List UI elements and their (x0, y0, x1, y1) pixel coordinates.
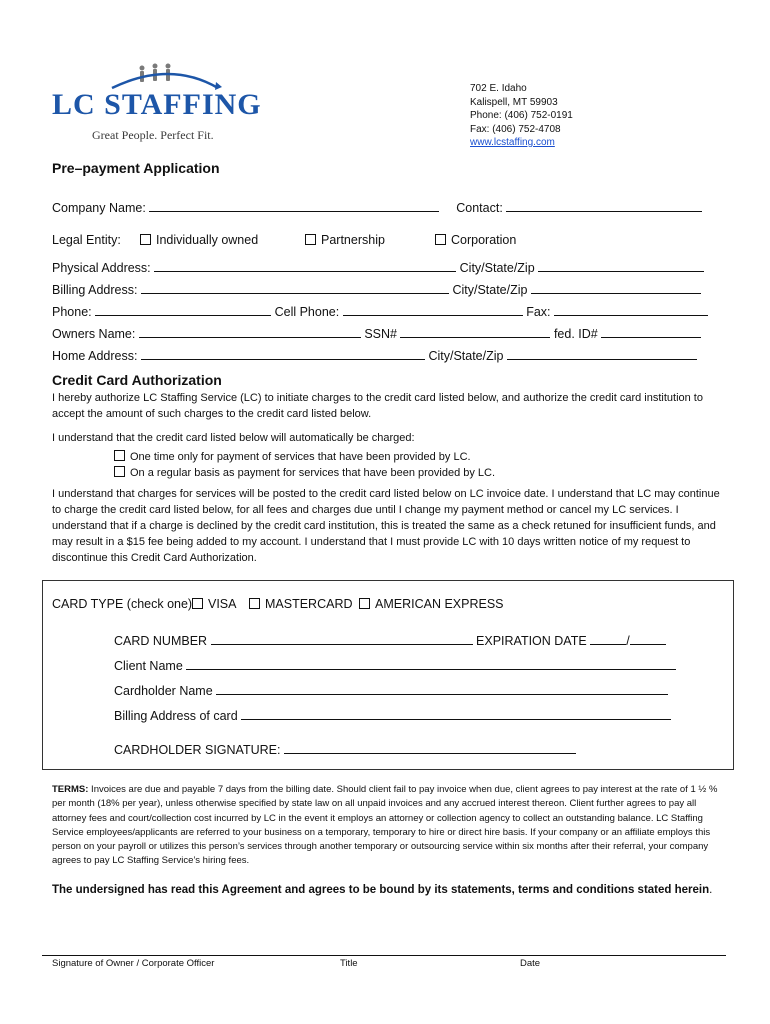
expiration-label: EXPIRATION DATE (476, 634, 587, 648)
fax-line: Fax: (406) 752-4708 (470, 123, 561, 135)
phone-line: Phone: (406) 752-0191 (470, 110, 573, 121)
client-name-row (114, 657, 676, 673)
checkbox[interactable] (114, 450, 125, 461)
billing-address-row (52, 281, 701, 297)
option-label: One time only for payment of services that have been provided by LC. (130, 451, 471, 463)
billing-address-label: Billing Address: (52, 283, 138, 297)
physical-address-field[interactable] (154, 259, 456, 272)
physical-address-row (52, 259, 704, 275)
option-label: MASTERCARD (265, 597, 353, 611)
cardholder-name-label: Cardholder Name (114, 684, 213, 698)
card-info-box (42, 580, 734, 770)
checkbox[interactable] (249, 598, 260, 609)
charges-paragraph: I understand that charges for services will be posted to the credit card listed below on LC invoice date. I understand that LC may continue to charge the credit card listed below, for all fees and charges due until I change my payment method or cancel my LC services. I understand that if a charge is declined by the credit card institution, this is treated the same as a check retuned for insufficient funds, and may result in a $15 fee being added to my account. I understand that I must provide LC with 10 days written notice of my request to discontinue this Credit Card Authorization. (52, 488, 720, 564)
city-state-zip-label: City/State/Zip (428, 349, 504, 363)
agreement-period: . (709, 884, 713, 896)
agreement-statement (52, 884, 712, 896)
cardholder-signature-field[interactable] (284, 741, 576, 754)
option-mastercard[interactable] (249, 597, 353, 611)
signature-owner-label: Signature of Owner / Corporate Officer (52, 958, 215, 969)
owners-name-label: Owners Name: (52, 327, 136, 341)
title-label: Title (340, 958, 358, 969)
terms-paragraph (52, 783, 724, 869)
logo-text: LC STAFFING (52, 88, 262, 121)
card-number-label: CARD NUMBER (114, 634, 208, 648)
checkbox[interactable] (140, 234, 151, 245)
card-number-field[interactable] (211, 632, 473, 645)
address-line: 702 E. Idaho (470, 83, 527, 94)
authorization-title: Credit Card Authorization (52, 372, 222, 388)
option-visa[interactable] (192, 597, 237, 611)
physical-address-label: Physical Address: (52, 261, 151, 275)
company-address (470, 82, 573, 150)
option-one-time[interactable] (114, 449, 471, 465)
legal-entity-label: Legal Entity: (52, 233, 121, 247)
owners-name-field[interactable] (139, 325, 361, 338)
checkbox[interactable] (435, 234, 446, 245)
cardholder-signature-row (114, 741, 576, 757)
terms-text: Invoices are due and payable 7 days from the billing date. Should client fail to pay invoice when due, client agrees to pay interest at the rate of 1 ½ % per month (18% per year), unless otherwise specified by state law on all unpaid invoices and any accrued interest thereon. Client further agrees to pay all attorney fees and court/collection cost incurred by LC in the event it employs an attorney or collection agency to collect an outstanding balance. LC Staffing Service employees/applicants are referred to your business on a temporary, temporary to hire or direct hire basis. If your company or an affiliate employs this person on your payroll or utilizes this person’s services through another temporary or outsourcing service within six months after their referral, your company agrees to pay LC Staffing Service’s hiring fees. (52, 784, 718, 867)
card-billing-row (114, 707, 671, 723)
checkbox[interactable] (305, 234, 316, 245)
charge-statement: I understand that the credit card listed below will automatically be charged: (52, 432, 415, 444)
terms-label: TERMS: (52, 784, 89, 795)
option-label: VISA (208, 597, 237, 611)
option-label: Partnership (321, 233, 385, 247)
legal-entity-row (52, 233, 121, 247)
contact-field[interactable] (506, 199, 702, 212)
company-name-field[interactable] (149, 199, 439, 212)
contact-label: Contact: (456, 201, 503, 215)
company-logo (50, 60, 270, 150)
fed-id-field[interactable] (601, 325, 701, 338)
signature-line[interactable] (42, 955, 726, 956)
option-label: Individually owned (156, 233, 259, 247)
card-billing-label: Billing Address of card (114, 709, 238, 723)
card-type-row (52, 597, 192, 611)
phone-field[interactable] (95, 303, 271, 316)
cardholder-name-field[interactable] (216, 682, 668, 695)
checkbox[interactable] (192, 598, 203, 609)
city-state-zip-label: City/State/Zip (452, 283, 528, 297)
city-state-zip-label: City/State/Zip (459, 261, 535, 275)
home-address-label: Home Address: (52, 349, 138, 363)
card-billing-field[interactable] (241, 707, 671, 720)
fax-label: Fax: (526, 305, 551, 319)
authorization-paragraph: I hereby authorize LC Staffing Service (LC) to initiate charges to the credit card listed below, and authorize the credit card institution to accept the amount of such charges to the credit card listed below. (52, 392, 703, 420)
fax-field[interactable] (554, 303, 708, 316)
expiration-separator: / (626, 634, 630, 648)
company-row (52, 199, 702, 215)
city-state-zip-field[interactable] (507, 347, 697, 360)
option-corporation[interactable] (435, 233, 516, 247)
logo-tagline: Great People. Perfect Fit. (92, 128, 214, 142)
card-type-label: CARD TYPE (check one) (52, 597, 193, 611)
option-label: Corporation (451, 233, 517, 247)
phone-label: Phone: (52, 305, 92, 319)
city-state-zip-field[interactable] (538, 259, 704, 272)
cardholder-name-row (114, 682, 668, 698)
checkbox[interactable] (114, 466, 125, 477)
cardholder-signature-label: CARDHOLDER SIGNATURE: (114, 743, 281, 757)
cell-phone-field[interactable] (343, 303, 523, 316)
ssn-field[interactable] (400, 325, 550, 338)
website-link[interactable]: www.lcstaffing.com (470, 137, 555, 148)
option-partnership[interactable] (305, 233, 385, 247)
option-label: On a regular basis as payment for services that have been provided by LC. (130, 467, 496, 479)
address-line: Kalispell, MT 59903 (470, 96, 558, 108)
option-individual[interactable] (140, 233, 258, 247)
option-regular-basis[interactable] (114, 465, 495, 481)
billing-address-field[interactable] (141, 281, 449, 294)
ssn-label: SSN# (364, 327, 397, 341)
home-address-row (52, 347, 697, 363)
home-address-field[interactable] (141, 347, 425, 360)
phone-row (52, 303, 708, 319)
expiration-year-field[interactable] (630, 632, 666, 645)
expiration-month-field[interactable] (590, 632, 626, 645)
owners-row (52, 325, 701, 341)
agreement-text: The undersigned has read this Agreement and agrees to be bound by its statements, terms and conditions stated herein (52, 884, 710, 896)
date-label: Date (520, 958, 541, 969)
company-name-label: Company Name: (52, 201, 146, 215)
checkbox[interactable] (359, 598, 370, 609)
cell-phone-label: Cell Phone: (274, 305, 340, 319)
city-state-zip-field[interactable] (531, 281, 701, 294)
fed-id-label: fed. ID# (553, 327, 598, 341)
form-title: Pre–payment Application (52, 160, 220, 176)
option-label: AMERICAN EXPRESS (375, 597, 504, 611)
client-name-field[interactable] (186, 657, 676, 670)
card-number-row (114, 632, 666, 648)
option-american-express[interactable] (359, 597, 504, 611)
client-name-label: Client Name (114, 659, 183, 673)
